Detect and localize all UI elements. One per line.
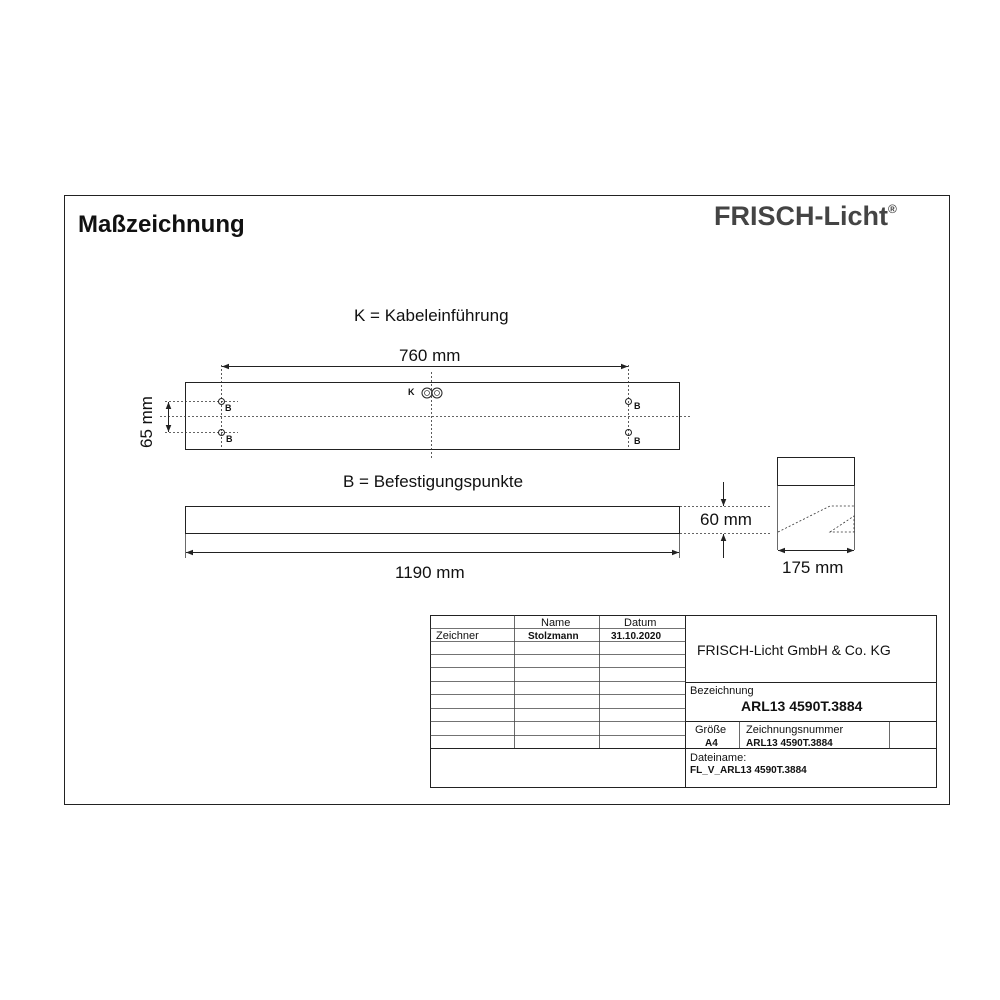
col-header-date: Datum (624, 617, 657, 629)
designation-label: Bezeichnung (690, 685, 754, 697)
dim-length: 1190 mm (395, 563, 465, 582)
dim-hole-spacing: 760 mm (399, 346, 461, 365)
designation-value: ARL13 4590T.3884 (741, 698, 863, 714)
drawing-number-label: Zeichnungsnummer (746, 724, 844, 736)
page-title: Maßzeichnung (78, 211, 245, 238)
mounting-point-marker: B (226, 434, 233, 444)
drafter-date: 31.10.2020 (611, 631, 662, 642)
brand-name: FRISCH-Licht (714, 201, 888, 231)
dim-depth: 175 mm (782, 558, 844, 577)
cable-entry-outer (432, 388, 442, 398)
registered-mark: ® (887, 202, 897, 216)
title-block (431, 616, 937, 788)
side-view-cap (778, 458, 855, 486)
drawing-number-value: ARL13 4590T.3884 (746, 738, 833, 749)
cable-entry-outer (422, 388, 432, 398)
brand-logo (714, 201, 897, 231)
dim-mount-height: 65 mm (137, 396, 156, 448)
mounting-point-marker: B (634, 436, 641, 446)
legend-cable-entry: K = Kabeleinführung (354, 306, 509, 325)
company-name: FRISCH-Licht GmbH & Co. KG (697, 642, 891, 658)
filename-value: FL_V_ARL13 4590T.3884 (690, 765, 807, 776)
cable-entry-inner (425, 391, 430, 396)
top-view (160, 365, 690, 458)
mounting-point-marker: B (634, 401, 641, 411)
front-view-outline (186, 507, 680, 534)
legend-mounting-points: B = Befestigungspunkte (343, 472, 524, 491)
side-view (778, 458, 855, 551)
side-view-profile (778, 506, 854, 532)
cable-entry-marker: K (408, 387, 415, 397)
col-header-name: Name (541, 617, 571, 629)
row-label-drafter: Zeichner (436, 630, 479, 642)
size-label: Größe (695, 724, 727, 736)
drafter-name: Stolzmann (528, 631, 579, 642)
dim-height: 60 mm (700, 510, 752, 529)
cable-entry-inner (435, 391, 440, 396)
mounting-point-marker: B (225, 403, 232, 413)
filename-label: Dateiname: (690, 752, 747, 764)
size-value: A4 (705, 738, 718, 749)
